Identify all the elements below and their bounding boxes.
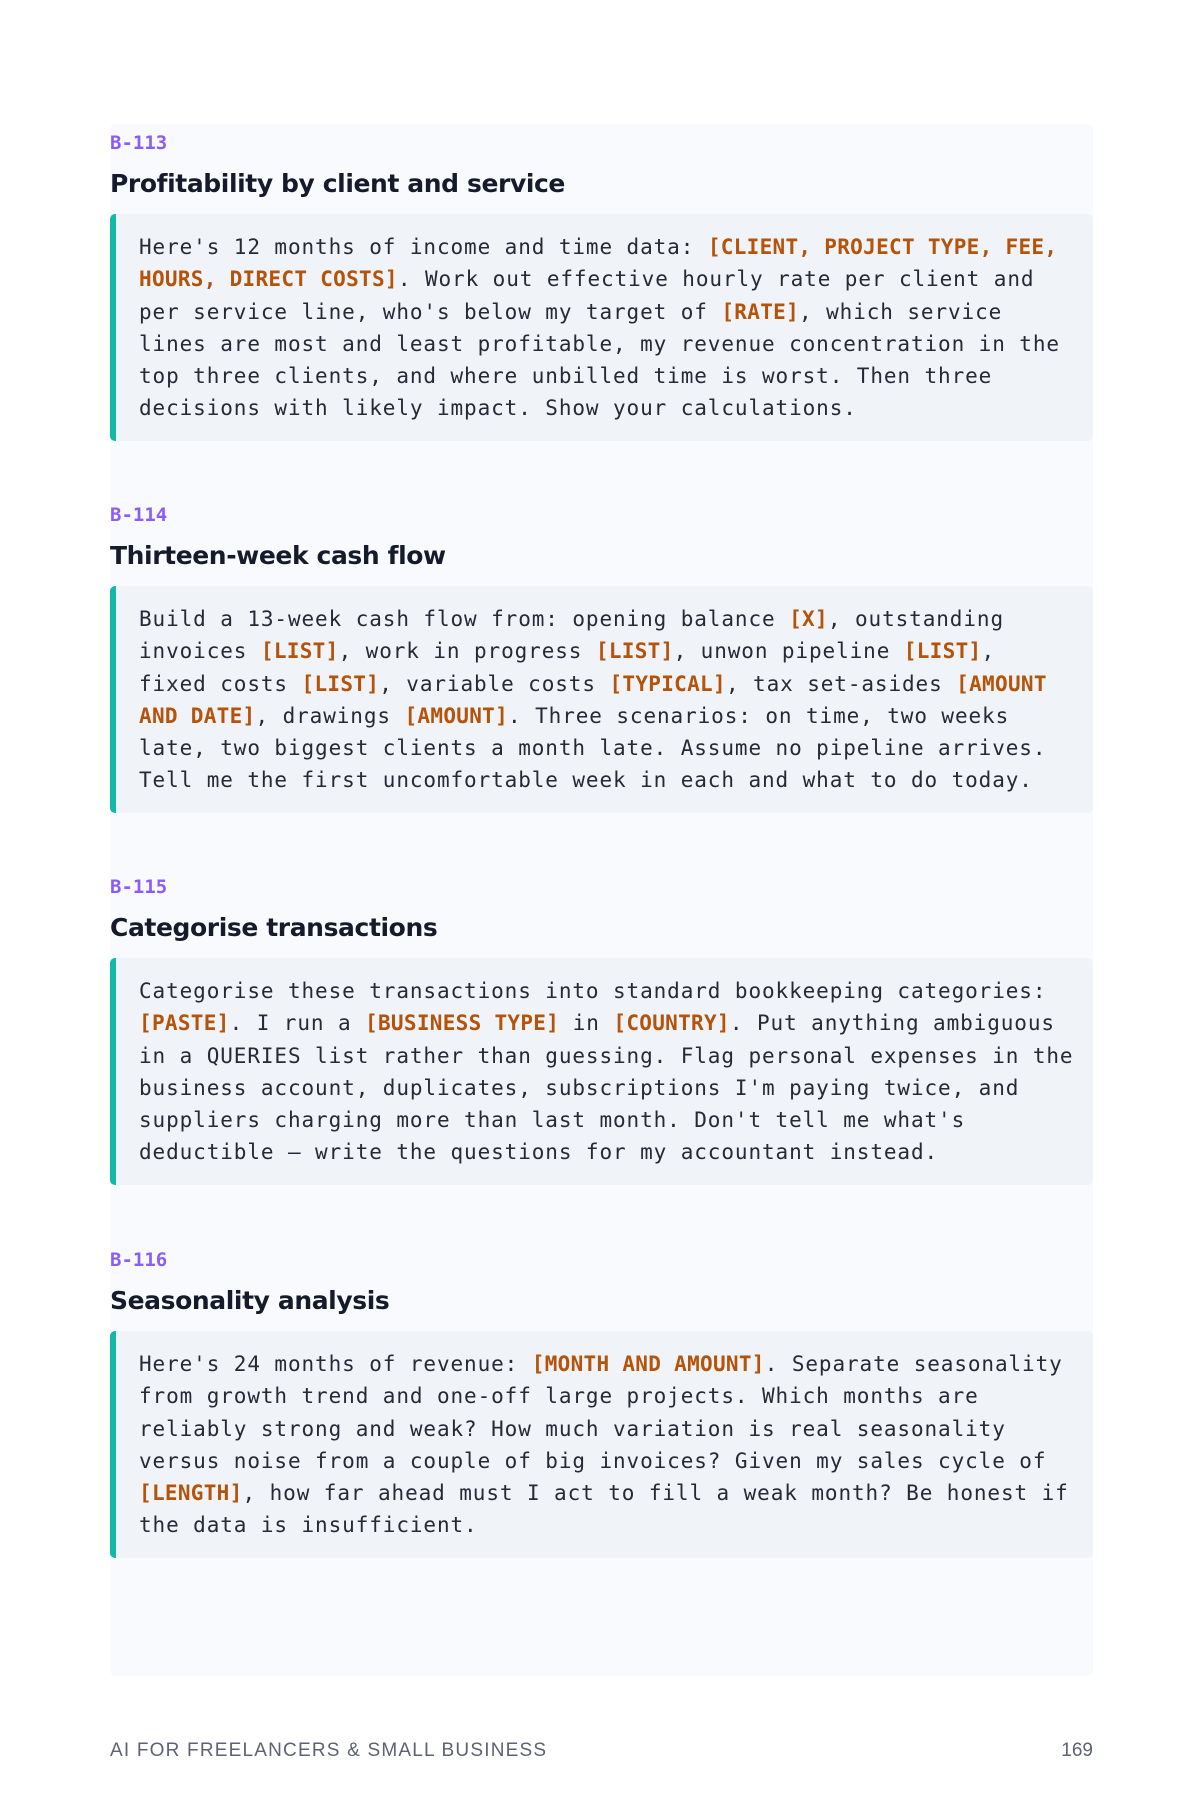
prompt-text — [139, 603, 1075, 797]
prompt-segment: Here's 12 months of income and time data: — [139, 235, 708, 259]
placeholder-token: [CLIENT, PROJECT TYPE, FEE, HOURS, DIRECT COSTS] — [139, 235, 1058, 292]
placeholder-token: [LIST] — [595, 639, 674, 664]
placeholder-token: [BUSINESS TYPE] — [365, 1011, 560, 1036]
prompt-segment: , drawings — [255, 703, 405, 728]
prompt-segment: . Put anything ambiguous in a QUERIES list rather than guessing. Flag personal expenses in the business account, duplicates, subscriptions I'm paying twice, and suppliers charging more than last month. Don't tell me what's deductible — write the questions for my accountant instead. — [139, 1011, 1074, 1165]
entry-title: Profitability by client and service — [110, 169, 565, 198]
placeholder-token: [TYPICAL] — [609, 671, 726, 696]
placeholder-token: [LIST] — [260, 639, 339, 664]
placeholder-token: [PASTE] — [139, 1011, 230, 1036]
entry-b116 — [110, 1241, 1093, 1558]
entry-b113 — [110, 124, 1093, 441]
prompt-block — [110, 958, 1093, 1185]
prompt-block — [110, 1331, 1093, 1558]
placeholder-token: [COUNTRY] — [613, 1011, 730, 1036]
placeholder-token: [MONTH AND AMOUNT] — [531, 1352, 765, 1376]
prompt-segment: Categorise these transactions into standard bookkeeping categories: — [139, 979, 1047, 1003]
entry-title: Categorise transactions — [110, 913, 438, 942]
entry-code: B-114 — [110, 504, 168, 526]
entry-title: Thirteen-week cash flow — [110, 541, 446, 570]
placeholder-token: [RATE] — [721, 299, 800, 324]
placeholder-token: [AMOUNT] — [404, 703, 509, 728]
prompt-block — [110, 214, 1093, 441]
prompt-segment: Build a 13-week cash flow from: opening balance — [139, 607, 790, 631]
prompt-text — [139, 231, 1075, 425]
prompt-segment: . I run a — [229, 1011, 366, 1036]
entry-title: Seasonality analysis — [110, 1286, 390, 1315]
prompt-segment: , which service lines are most and least profitable, my revenue concentration in the top three clients, and where unbilled time is worst. Then three decisions with likely impact. Show your calculations. — [139, 299, 1060, 421]
prompt-segment: , unwon pipeline — [673, 639, 904, 664]
placeholder-token: [LENGTH] — [139, 1481, 243, 1506]
prompt-segment: in — [559, 1011, 614, 1036]
prompt-segment: , outstanding invoices — [139, 607, 1004, 664]
prompt-segment: , variable costs — [379, 671, 610, 696]
prompt-segment: , tax set-asides — [725, 671, 957, 696]
prompt-text — [139, 975, 1075, 1169]
prompt-segment: , how far ahead must I act to fill a weak month? Be honest if the data is insufficient. — [139, 1481, 1069, 1538]
placeholder-token: [AMOUNT AND DATE] — [139, 671, 1047, 728]
prompt-segment: . Separate seasonality from growth trend and one-off large projects. Which months are reliably strong and weak? How much variation is real seasonality versus noise from a couple of big invoices? Given my sales cycle of — [139, 1352, 1063, 1473]
entry-b114 — [110, 496, 1093, 813]
entry-b115 — [110, 868, 1093, 1185]
prompt-segment: , work in progress — [338, 639, 596, 664]
footer-book-title: AI FOR FREELANCERS & SMALL BUSINESS — [110, 1740, 548, 1761]
entry-code: B-115 — [110, 876, 168, 898]
footer-page-number: 169 — [1061, 1740, 1093, 1761]
prompt-segment: . Three scenarios: on time, two weeks late, two biggest clients a month late. Assume no pipeline arrives. Tell me the first uncomfortable week in each and what to do today. — [139, 703, 1047, 793]
placeholder-token: [LIST] — [301, 671, 380, 696]
prompt-segment: . Work out effective hourly rate per client and per service line, who's below my target of — [139, 267, 1035, 324]
prompt-segment: , fixed costs — [139, 639, 996, 696]
prompt-segment: Here's 24 months of revenue: — [139, 1352, 532, 1376]
prompt-block — [110, 586, 1093, 813]
entry-code: B-116 — [110, 1249, 168, 1271]
placeholder-token: [X] — [789, 607, 828, 631]
entry-code: B-113 — [110, 132, 168, 154]
prompt-text — [139, 1348, 1075, 1542]
placeholder-token: [LIST] — [903, 639, 982, 664]
